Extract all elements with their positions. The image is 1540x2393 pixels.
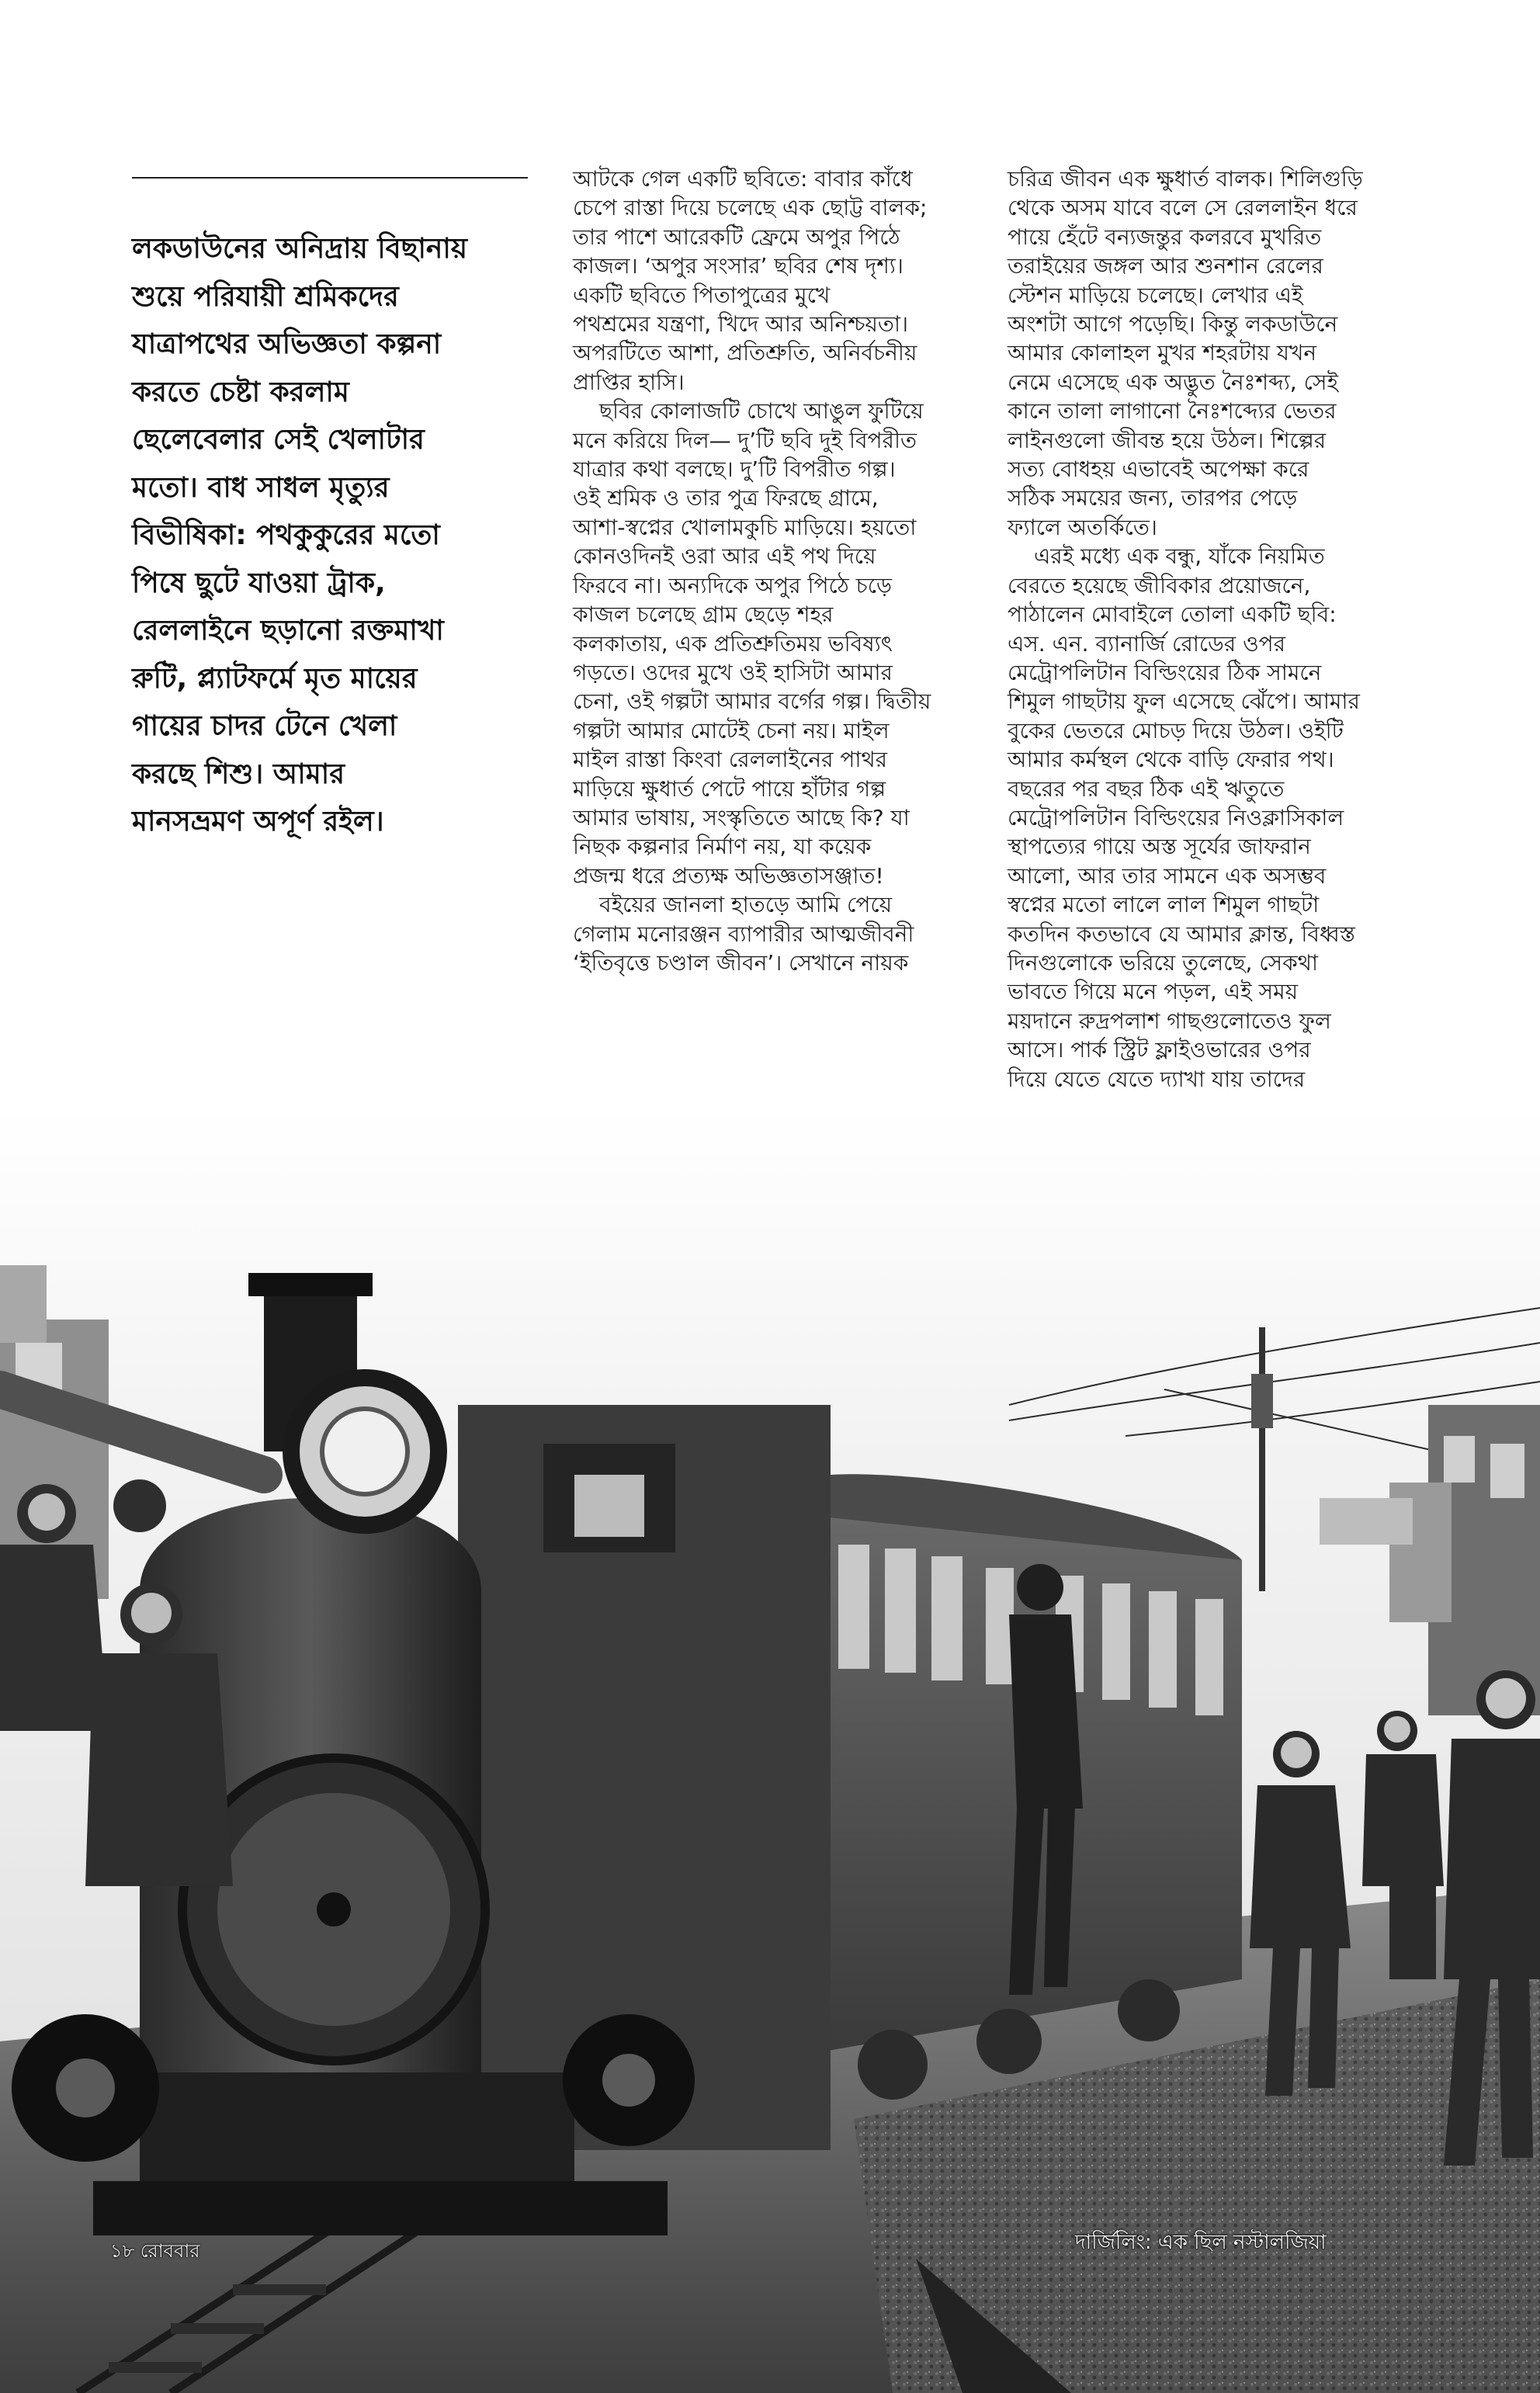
column-1-line: যাত্রার কথা বলছে। দু’টি বিপরীত গল্প। <box>573 456 896 483</box>
column-1-line: ছবির কোলাজটি চোখে আঙুল ফুটিয়ে <box>599 398 924 425</box>
column-1-line: প্রাপ্তির হাসি। <box>573 369 685 395</box>
column-2-line: এস. এন. ব্যানার্জি রোডের ওপর <box>1008 630 1286 657</box>
column-2-line: স্থাপত্যের গায়ে অস্ত সূর্যের জাফরান <box>1008 834 1311 860</box>
column-1-line: বইয়ের জানলা হাতড়ে আমি পেয়ে <box>599 892 893 918</box>
column-2-line: কতদিন কতভাবে যে আমার ক্লান্ত, বিধ্বস্ত <box>1008 921 1355 947</box>
pull-quote-line: রেললাইনে ছড়ানো রক্তমাখা <box>132 615 444 647</box>
pull-quote-line: গায়ের চাদর টেনে খেলা <box>132 710 397 742</box>
column-1-line: মাইল রাস্তা কিংবা রেললাইনের পাথর <box>573 747 888 773</box>
column-2-line: আমার কর্মস্থল থেকে বাড়ি ফেরার পথ। <box>1008 747 1334 773</box>
darjeeling-toy-train-photo <box>0 1110 1540 2393</box>
column-2-line: দিনগুলোকে ভরিয়ে তুলেছে, সেকথা <box>1008 949 1319 976</box>
column-1-line: পথশ্রমের যন্ত্রণা, খিদে আর অনিশ্চয়তা। <box>573 311 909 338</box>
column-2-line: বছরের পর বছর ঠিক এই ঋতুতে <box>1008 775 1285 802</box>
column-1-line: আটকে গেল একটি ছবিতে: বাবার কাঁধে <box>573 166 913 192</box>
column-1-line: কোনওদিনই ওরা আর এই পথ দিয়ে <box>573 543 876 570</box>
column-2-line: দিয়ে যেতে যেতে দ্যাখা যায় তাদের <box>1008 1066 1306 1092</box>
column-1-line: ওই শ্রমিক ও তার পুত্র ফিরছে গ্রামে, <box>573 485 879 512</box>
article-column-1 <box>573 165 1011 977</box>
pull-quote-line: পিষে ছুটে যাওয়া ট্রাক, <box>132 567 386 599</box>
pull-quote-line: শুয়ে পরিযায়ী শ্রমিকদের <box>132 280 399 313</box>
column-2-line: স্বপ্নের মতো লালে লাল শিমুল গাছটা <box>1008 892 1320 918</box>
column-2-line: সত্য বোধহয় এভাবেই অপেক্ষা করে <box>1008 456 1309 483</box>
column-1-line: অপরটিতে আশা, প্রতিশ্রুতি, অনির্বচনীয় <box>573 340 917 366</box>
pull-quote-rule <box>132 177 528 179</box>
pull-quote <box>132 225 536 846</box>
column-1-line: নিছক কল্পনার নির্মাণ নয়, যা কয়েক <box>573 834 872 860</box>
column-1-line: আশা-স্বপ্নের খোলামকুচি মাড়িয়ে। হয়তো <box>573 514 917 540</box>
column-2-line: নেমে এসেছে এক অদ্ভুত নৈঃশব্দ্য, সেই <box>1008 369 1339 395</box>
pull-quote-line: ছেলেবেলার সেই খেলাটার <box>132 424 425 456</box>
photo-caption: দার্জিলিং: এক ছিল নস্টালজিয়া <box>1075 2231 1327 2254</box>
column-2-line: ফ্যালে অতর্কিতে। <box>1008 514 1157 540</box>
column-2-line: মেট্রোপলিটান বিল্ডিংয়ের নিওক্লাসিকাল <box>1008 804 1344 831</box>
pull-quote-line: মানসভ্রমণ অপূর্ণ রইল। <box>132 806 384 838</box>
column-2-line: স্টেশন মাড়িয়ে চলেছে। লেখার এই <box>1008 282 1303 308</box>
column-1-line: চেপে রাস্তা দিয়ে চলেছে এক ছোট্ট বালক; <box>573 195 928 221</box>
pull-quote-line: করছে শিশু। আমার <box>132 758 345 790</box>
article-column-2 <box>1008 165 1442 1094</box>
column-1-line: মনে করিয়ে দিল— দু’টি ছবি দুই বিপরীত <box>573 427 917 453</box>
column-2-line: ভাবতে গিয়ে মনে পড়ল, এই সময় <box>1008 979 1299 1005</box>
pull-quote-line: মতো। বাধ সাধল মৃত্যুর <box>132 471 390 504</box>
column-2-line: শিমুল গাছটায় ফুল এসেছে ঝেঁপে। আমার <box>1008 688 1360 715</box>
pull-quote-line: যাত্রাপথের অভিজ্ঞতা কল্পনা <box>132 328 442 360</box>
column-2-line: চরিত্র জীবন এক ক্ষুধার্ত বালক। শিলিগুড়ি <box>1008 166 1363 192</box>
column-1-line: চেনা, ওই গল্পটা আমার বর্গের গল্প। দ্বিতীয় <box>573 688 931 715</box>
column-1-line: গেলাম মনোরঞ্জন ব্যাপারীর আত্মজীবনী <box>573 921 914 947</box>
pull-quote-line: লকডাউনের অনিদ্রায় বিছানায় <box>132 233 468 265</box>
column-2-line: বেরতে হয়েছে জীবিকার প্রয়োজনে, <box>1008 572 1311 598</box>
column-2-line: এরই মধ্যে এক বন্ধু, যাঁকে নিয়মিত <box>1034 543 1325 570</box>
column-2-line: থেকে অসম যাবে বলে সে রেললাইন ধরে <box>1008 195 1358 221</box>
column-1-line: আমার ভাষায়, সংস্কৃতিতে আছে কি? যা <box>573 804 910 831</box>
column-2-line: ময়দানে রুদ্রপলাশ গাছগুলোতেও ফুল <box>1008 1007 1331 1034</box>
column-1-line: গড়তে। ওদের মুখে ওই হাসিটা আমার <box>573 659 893 685</box>
column-1-line: কাজল। ‘অপুর সংসার’ ছবির শেষ দৃশ্য। <box>573 253 904 279</box>
column-2-line: আসে। পার্ক স্ট্রিট ফ্লাইওভারের ওপর <box>1008 1037 1311 1063</box>
column-1-line: প্রজন্ম ধরে প্রত্যক্ষ অভিজ্ঞতাসঞ্জাত! <box>573 862 884 889</box>
column-1-line: ফিরবে না। অন্যদিকে অপুর পিঠে চড়ে <box>573 572 892 598</box>
column-1-line: কলকাতায়, এক প্রতিশ্রুতিময় ভবিষ্যৎ <box>573 630 893 657</box>
column-2-line: মেট্রোপলিটান বিল্ডিংয়ের ঠিক সামনে <box>1008 659 1322 685</box>
page-number: ১৮ রোববার <box>110 2240 200 2262</box>
column-2-line: পায়ে হেঁটে বন্যজন্তুর কলরবে মুখরিত <box>1008 224 1322 250</box>
column-2-line: তরাইয়ের জঙ্গল আর শুনশান রেলের <box>1008 253 1323 279</box>
column-2-line: পাঠালেন মোবাইলে তোলা একটি ছবি: <box>1008 602 1337 628</box>
column-2-line: বুকের ভেতরে মোচড় দিয়ে উঠল। ওইটি <box>1008 717 1344 744</box>
pull-quote-line: রুটি, প্ল্যাটফর্মে মৃত মায়ের <box>132 662 418 695</box>
column-1-line: কাজল চলেছে গ্রাম ছেড়ে শহর <box>573 602 834 628</box>
pull-quote-line: করতে চেষ্টা করলাম <box>132 376 349 408</box>
column-1-line: গল্পটা আমার মোটেই চেনা নয়। মাইল <box>573 717 890 744</box>
column-2-line: কানে তালা লাগানো নৈঃশব্দ্যের ভেতর <box>1008 398 1337 425</box>
column-1-line: মাড়িয়ে ক্ষুধার্ত পেটে পায়ে হাঁটার গল্প <box>573 775 886 802</box>
column-2-line: আলো, আর তার সামনে এক অসম্ভব <box>1008 862 1327 889</box>
column-1-line: তার পাশে আরেকটি ফ্রেমে অপুর পিঠে <box>573 224 900 250</box>
pull-quote-line: বিভীষিকা: পথকুকুরের মতো <box>132 519 440 551</box>
column-1-line: একটি ছবিতে পিতাপুত্রের মুখে <box>573 282 831 308</box>
column-2-line: সঠিক সময়ের জন্য, তারপর পেড়ে <box>1008 485 1298 512</box>
column-2-line: আমার কোলাহল মুখর শহরটায় যখন <box>1008 340 1317 366</box>
column-2-line: অংশটা আগে পড়েছি। কিন্তু লকডাউনে <box>1008 311 1338 338</box>
column-2-line: লাইনগুলো জীবন্ত হয়ে উঠল। শিল্পের <box>1008 427 1327 453</box>
column-1-line: ‘ইতিবৃত্তে চণ্ডাল জীবন’। সেখানে নায়ক <box>573 949 909 976</box>
